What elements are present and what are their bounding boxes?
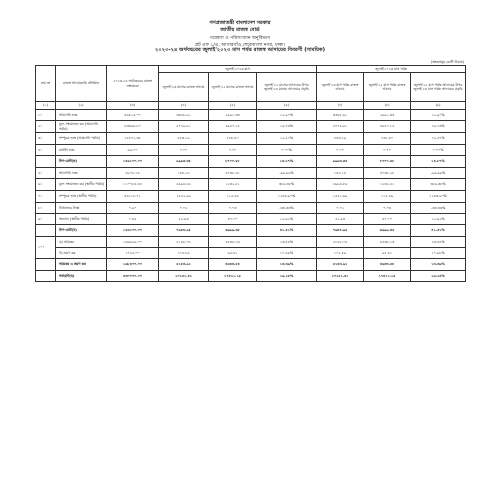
cell-growth-month: -৯৬.৯৬% xyxy=(257,168,317,179)
row-name: টার্নওভার ট্যাক্স xyxy=(56,203,107,214)
table-row xyxy=(36,179,466,191)
header-board: জাতীয় রাজস্ব বোর্ড xyxy=(220,27,260,33)
cell-jul22: ৪৯৫০.১৫ xyxy=(209,121,257,133)
subtotal-row xyxy=(36,225,466,237)
row-serial: ২। xyxy=(36,121,56,133)
cell-upto-jul23: ৯৯৯৩.৩৫ xyxy=(317,156,364,168)
col-header-institution: রাজস্ব আদায়কারি প্রতিষ্ঠান xyxy=(56,66,107,102)
cell-upto-jul22: ৪৭৩৮.২৮ xyxy=(364,168,411,179)
cell-upto-jul23: ৫৯৯৪.৮৬ xyxy=(317,179,364,191)
cell-growth-month: ৪১.৫১% xyxy=(257,225,317,237)
table-row xyxy=(36,203,466,214)
row-serial: ১০। xyxy=(36,237,56,259)
cell-growth-month: ৩৮৬.৩৮% xyxy=(257,179,317,191)
table-row xyxy=(36,121,466,133)
row-serial xyxy=(36,259,56,271)
index-cell: (৮) xyxy=(364,102,411,110)
row-serial: ৩। xyxy=(36,133,56,145)
cell-growth-upto: ১৪.৮৭% xyxy=(411,156,466,168)
cell-jul23: ৭৬৪৪.৯৫ xyxy=(159,225,209,237)
cell-jul23: ২০২৫১.৪২ xyxy=(159,271,209,282)
col-header-growth-month: জুলাই'২২ মাসের আদায়ের উপর জুলাই'২৩ মাসের আদায়ের প্রবৃদ্ধি xyxy=(257,73,317,102)
table-row xyxy=(36,133,466,145)
table-row xyxy=(36,214,466,225)
cell-upto-jul22: ০.৭০ xyxy=(364,145,411,156)
cell-target: ৪৬৮১৫.০০ xyxy=(107,110,159,121)
cell-growth-month: ১০.৯৮% xyxy=(257,248,317,259)
cell-jul23: ৫৯৯৪.৮৬ xyxy=(159,179,209,191)
row-name: সম্পূরক শুল্ক (আমদানি পর্যায়) xyxy=(56,133,107,145)
cell-upto-jul22: ৮৭০০.৫৮ xyxy=(364,156,411,168)
header-wing: গবেষণা ও পরিসংখ্যান অনুবিভাগ xyxy=(209,36,271,41)
grand-total-row xyxy=(36,271,466,282)
cell-growth-month: ১৩.৪৪% xyxy=(257,237,317,248)
cell-upto-jul23: ২০২৫১.৪২ xyxy=(317,271,364,282)
cell-upto-jul23: ০.০২ xyxy=(317,203,364,214)
row-name: মূল্য সংযোজন কর (আমদানি পর্যায়) xyxy=(56,121,107,133)
cell-growth-upto: ১৬.২৫% xyxy=(411,271,466,282)
cell-target: ১৫৩১০০.০০ xyxy=(107,225,159,237)
cell-growth-upto: ১০.৯৮% xyxy=(411,248,466,259)
cell-upto-jul23: ৫২৫৩.৯২ xyxy=(317,259,364,271)
cell-upto-jul23: ১০৫.৮৯ xyxy=(317,248,364,259)
cell-upto-jul22: ১১৫.৫৬ xyxy=(364,191,411,203)
cell-growth-month: ১২.৫৭% xyxy=(257,133,317,145)
cell-jul22: ৬৬৯৯.৩৫ xyxy=(209,225,257,237)
cell-upto-jul23: ৭৬৪৪.৯৫ xyxy=(317,225,364,237)
cell-jul22: ৮৭০০.৫৮ xyxy=(209,156,257,168)
col-header-jul23: জুলাই'২৩ মাসের রাজস্ব আদায় xyxy=(159,73,209,102)
cell-jul23: ০.০২ xyxy=(159,203,209,214)
cell-growth-month: -৩৩.৩৩% xyxy=(257,203,317,214)
cell-growth-upto: ৩৮৬.৩৮% xyxy=(411,179,466,191)
row-serial: ৪। xyxy=(36,145,56,156)
cell-jul22: ৪৬৩৩.৫৪ xyxy=(209,259,257,271)
cell-jul22: ০.০৩ xyxy=(209,203,257,214)
cell-growth-upto: ১২৪৩.৯০% xyxy=(411,191,466,203)
row-serial xyxy=(36,156,56,168)
cell-growth-month: ১২৪৩.৯০% xyxy=(257,191,317,203)
cell-growth-upto: ১৩.৪৪% xyxy=(411,237,466,248)
cell-target: ১৫৮৭১.৩৫ xyxy=(107,133,159,145)
subtotal-row xyxy=(36,259,466,271)
row-name: আমদানি শুল্ক xyxy=(56,110,107,121)
cell-upto-jul22: ২৯৯১.৩৩ xyxy=(364,110,411,121)
cell-jul23: ৫২.৯৩ xyxy=(159,214,209,225)
cell-upto-jul22: ১২৩২.৫১ xyxy=(364,179,411,191)
cell-upto-jul23: ১৪৪.১৮ xyxy=(317,168,364,179)
cell-jul22: ৭৫৮.৪০ xyxy=(209,133,257,145)
cell-target: ১৪৬১০০.০০ xyxy=(107,156,159,168)
cell-growth-upto: ১২.৬২% xyxy=(411,214,466,225)
cell-jul23: ৫৭৭৯.৯১ xyxy=(159,121,209,133)
cell-jul22: ৪৫৩৮.১৩ xyxy=(209,237,257,248)
col-header-sl: ক্রম নং xyxy=(36,66,56,102)
group-header-row xyxy=(36,66,466,73)
cell-target: ৪৩০০০০.০০ xyxy=(107,271,159,282)
cell-target: ৪৬১১৮.৭১ xyxy=(107,191,159,203)
row-name: ক) আয়কর xyxy=(56,237,107,248)
index-row xyxy=(36,102,466,110)
page-title: ২০২৩-২৪ অর্থবছরের জুলাই'২০২৩ মাস পর্যন্ত রাজস্ব আদায়ের বিবরণী (সাময়িক) xyxy=(154,47,326,53)
row-serial: ৬। xyxy=(36,179,56,191)
table-row xyxy=(36,168,466,179)
revenue-table xyxy=(35,65,466,282)
cell-growth-upto: ১২.৯০% xyxy=(411,110,466,121)
cell-growth-month: ১৬.২৫% xyxy=(257,271,317,282)
col-header-target: ২০২৩-২৪ অর্থবছরের রাজস্ব লক্ষ্যমাত্রা xyxy=(107,66,159,102)
table-row xyxy=(36,248,466,259)
row-serial: ৯। xyxy=(36,214,56,225)
cell-target: ৮৩৩৯৪.৮০ xyxy=(107,121,159,133)
table-row xyxy=(36,145,466,156)
cell-growth-month: ১২.৬২% xyxy=(257,214,317,225)
row-serial xyxy=(36,271,56,282)
cell-target: ১১০৭৮৫.৪৪ xyxy=(107,179,159,191)
cell-growth-month: ১২.৯০% xyxy=(257,110,317,121)
cell-growth-month: ১৬.৭৩% xyxy=(257,121,317,133)
index-cell: (৪) xyxy=(159,102,209,110)
cell-growth-upto: -৯৬.৯৬% xyxy=(411,168,466,179)
cell-jul22: ১৭৪২১.১৫ xyxy=(209,271,257,282)
cell-target: ৬৯.০০ xyxy=(107,145,159,156)
cell-upto-jul22: ৭৫৮.৪০ xyxy=(364,133,411,145)
table-row xyxy=(36,191,466,203)
cell-upto-jul23: ৫২.৯৩ xyxy=(317,214,364,225)
row-name: অন্যান্য (স্থানীয় পর্যায়) xyxy=(56,214,107,225)
cell-jul22: ২৯৯১.৩৩ xyxy=(209,110,257,121)
cell-jul23: ০.০০ xyxy=(159,145,209,156)
cell-target: ৩২০৮.১৪ xyxy=(107,168,159,179)
cell-upto-jul22: ১৭৪২১.১৫ xyxy=(364,271,411,282)
cell-growth-upto: ৪১.৫১% xyxy=(411,225,466,237)
cell-jul22: ০.৭০ xyxy=(209,145,257,156)
cell-upto-jul23: ৫৭৭৯.৯১ xyxy=(317,121,364,133)
cell-growth-month: ০.০০% xyxy=(257,145,317,156)
cell-jul22: ১১৫.৫৬ xyxy=(209,191,257,203)
row-serial: ৫। xyxy=(36,168,56,179)
index-cell: (৯) xyxy=(411,102,466,110)
index-cell: (৬) xyxy=(257,102,317,110)
row-serial: ৭। xyxy=(36,191,56,203)
index-cell: (৫) xyxy=(209,102,257,110)
cell-growth-upto: ০.০০% xyxy=(411,145,466,156)
cell-jul23: ৮৫৩.১৯ xyxy=(159,133,209,145)
cell-upto-jul23: ০.০০ xyxy=(317,145,364,156)
cell-growth-upto: ১৩.৩৯% xyxy=(411,259,466,271)
cell-upto-jul23: ৮৫৩.১৯ xyxy=(317,133,364,145)
header-govt: গণপ্রজাতন্ত্রী বাংলাদেশ সরকার xyxy=(209,20,271,26)
cell-jul22: ৪৭৩৮.২৮ xyxy=(209,168,257,179)
index-cell: (৩) xyxy=(107,102,159,110)
cell-upto-jul23: ৫১৪৮.০৪ xyxy=(317,237,364,248)
cell-target: ০.৯০ xyxy=(107,203,159,214)
cell-jul23: ৩৩৫৮.৯১ xyxy=(159,110,209,121)
index-cell: (২) xyxy=(56,102,107,110)
col-header-upto-jul23: জুলাই'২৩ মাস পর্যন্ত রাজস্ব আদায় xyxy=(317,73,364,102)
row-name: সম্পূরক শুল্ক (স্থানীয় পর্যায়) xyxy=(56,191,107,203)
cell-upto-jul23: ১৫৫২.৯৯ xyxy=(317,191,364,203)
cell-jul22: ৪৭.০০ xyxy=(209,214,257,225)
group-header-month: জুলাই'২০২৩ মাস xyxy=(159,66,317,73)
row-name: খ) ভ্রমণ কর xyxy=(56,248,107,259)
cell-growth-upto: -৩৩.৩৩% xyxy=(411,203,466,214)
subtotal-row xyxy=(36,156,466,168)
row-serial: ১। xyxy=(36,110,56,121)
cell-upto-jul22: ৬৬৯৯.৩৫ xyxy=(364,225,411,237)
table-row xyxy=(36,237,466,248)
col-header-upto-jul22: জুলাই'২২ মাস পর্যন্ত রাজস্ব আদায় xyxy=(364,73,411,102)
group-header-upto: জুলাই'২০২৩ মাস পর্যন্ত xyxy=(317,66,466,73)
row-name: উপ-মোট(ক) xyxy=(56,156,107,168)
cell-jul22: ১২৩২.৫১ xyxy=(209,179,257,191)
col-header-jul22: জুলাই'২২ মাসের রাজস্ব আদায় xyxy=(209,73,257,102)
row-name: উপ-মোট(খ) xyxy=(56,225,107,237)
cell-upto-jul22: ৪৬৩৩.৫৪ xyxy=(364,259,411,271)
index-cell: (৭) xyxy=(317,102,364,110)
row-name: সর্বমোট(ঘ) xyxy=(56,271,107,282)
unit-note: (অংকসমূহ কোটি টাকায়) xyxy=(430,60,464,64)
cell-target: ১৬৬৬২৯.০০ xyxy=(107,237,159,248)
cell-target: ১৬৮৪০০.০০ xyxy=(107,259,159,271)
row-serial: ৮। xyxy=(36,203,56,214)
cell-growth-month: ১৩.৩৯% xyxy=(257,259,317,271)
table-row xyxy=(36,110,466,121)
cell-upto-jul22: ৯৫.৪১ xyxy=(364,248,411,259)
index-cell: (১) xyxy=(36,102,56,110)
cell-jul23: ৯৯৯৩.৩৫ xyxy=(159,156,209,168)
cell-upto-jul22: ০.০৩ xyxy=(364,203,411,214)
cell-jul22: ৯৫.৪১ xyxy=(209,248,257,259)
row-serial xyxy=(36,225,56,237)
cell-growth-month: ১৪.৮৭% xyxy=(257,156,317,168)
cell-upto-jul22: ৪৫৩৮.১৩ xyxy=(364,237,411,248)
row-name: রপ্তানি শুল্ক xyxy=(56,145,107,156)
cell-target: ০.৬৫ xyxy=(107,214,159,225)
row-name: মূল্য সংযোজন কর (স্থানীয় পর্যায়) xyxy=(56,179,107,191)
cell-jul23: ১৫৫২.৯৯ xyxy=(159,191,209,203)
col-header-growth-upto: জুলাই'২২ মাস পর্যন্ত আদায়ের উপর জুলাই'২৩ মাস পর্যন্ত আদায়ের প্রবৃদ্ধি xyxy=(411,73,466,102)
cell-upto-jul22: ৪৭.০০ xyxy=(364,214,411,225)
cell-growth-upto: ১২.৫৭% xyxy=(411,133,466,145)
cell-target: ১৭৫৫.০০ xyxy=(107,248,159,259)
cell-growth-upto: ১৬.৭৩% xyxy=(411,121,466,133)
row-name: আবগারি শুল্ক xyxy=(56,168,107,179)
cell-jul23: ১৪৪.১৮ xyxy=(159,168,209,179)
cell-upto-jul22: ৪৯৫০.১৫ xyxy=(364,121,411,133)
row-name: আয়কর ও ভ্রমণ কর xyxy=(56,259,107,271)
cell-jul23: ১০৫.৮৯ xyxy=(159,248,209,259)
header-address: প্লট এফ ১/এ, আগারগাঁও,শেরেবাংলা নগর, ঢাকা। xyxy=(194,43,286,48)
cell-jul23: ৫২৫৩.৯২ xyxy=(159,259,209,271)
cell-jul23: ৫১৪৮.০৪ xyxy=(159,237,209,248)
cell-upto-jul23: ৩৩৫৮.৯১ xyxy=(317,110,364,121)
